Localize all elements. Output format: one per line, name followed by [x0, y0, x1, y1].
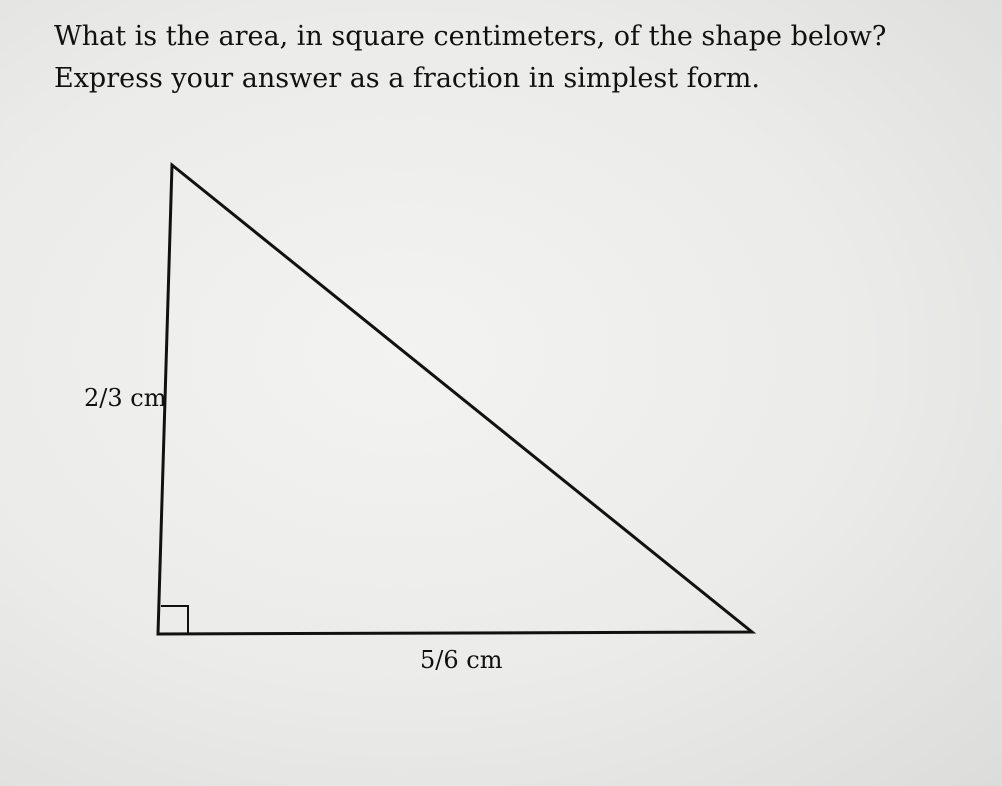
right-triangle [158, 165, 752, 634]
right-angle-marker [161, 606, 188, 633]
question-text: What is the area, in square centimeters, of the shape below? Express your answer as a fraction in simplest form. [54, 21, 887, 94]
base-label: 5/6 cm [420, 646, 503, 674]
height-label: 2/3 cm [84, 384, 167, 412]
